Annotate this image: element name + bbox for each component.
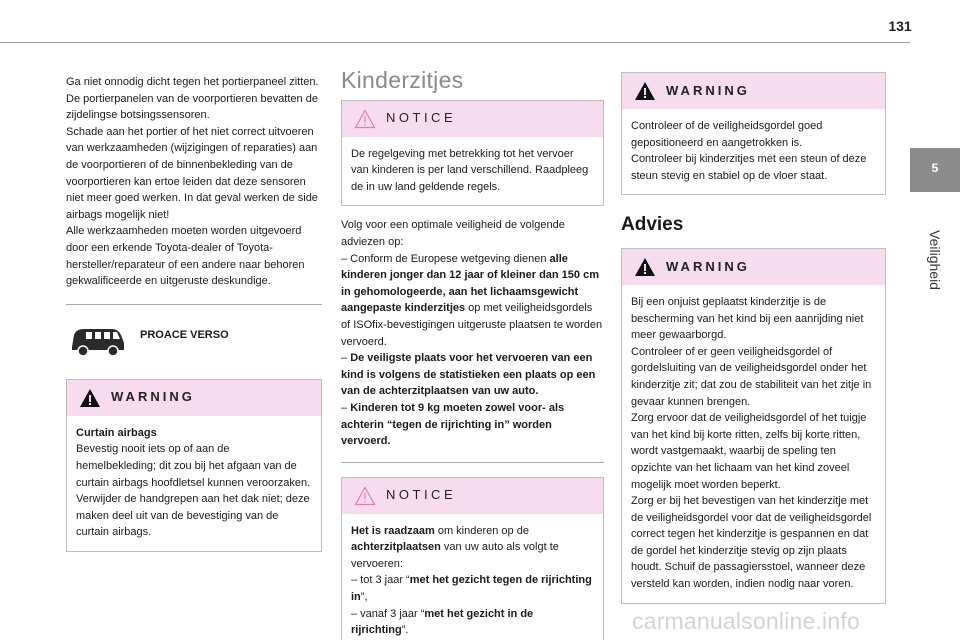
page-number: 131 bbox=[888, 18, 912, 34]
notice-header bbox=[342, 101, 603, 137]
safety-advice bbox=[341, 217, 604, 462]
notice-triangle-icon bbox=[354, 486, 376, 506]
warning-box-curtain bbox=[66, 379, 322, 552]
notice-triangle-icon bbox=[354, 109, 376, 129]
warning-text-3: Controleer of de veiligheidsgordel goed gepositioneerd en aangetrokken is. Controleer bij kinderzitjes met een steun of deze steun stevig en stabiel op de vloer staat. bbox=[631, 120, 867, 182]
notice-2-intro bbox=[351, 523, 593, 573]
warning-header-4 bbox=[622, 249, 885, 285]
warning-text-4: Bij een onjuist geplaatst kinderzitje is de bescherming van het kind bij een aanrijding niet meer gewaarborgd. Controleer of er geen veiligheidsgordel of gordelsluiting van de veiligheidsgordel onder het kinderzitje zit; dat zou de stabiliteit van het zitje in gevaar kunnen brengen. Zorg ervoor dat de veiligheidsgordel of het tuigje van het kind bij korte ritten, zelfs bij korte ritten, wordt vastgemaakt, waarbij de speling ten opzichte van het lichaam van het kind zoveel mogelijk moet worden beperkt. Zorg er bij het bevestigen van het kinderzitje met de veiligheidsgordel voor dat de veiligheidsgordel correct tegen het kinderzitje is gespannen en dat de gordel het kinderzitje stevig op zijn plaats houdt. Schuif de passagiersstoel, wanneer deze versteld kan worden, indien nodig naar voren. bbox=[631, 295, 872, 591]
model-name: PROACE VERSO bbox=[140, 328, 229, 341]
advice-item-1-prefix: – Conform de Europese wetgeving dienen bbox=[341, 252, 550, 265]
advice-item-2-bold: De veiligste plaats voor het vervoeren van een kind is volgens de statistieken een plaats op een van de achterzitplaatsen van uw auto. bbox=[341, 352, 596, 398]
notice-box-regulations bbox=[341, 100, 604, 207]
warning-text: Bevestig nooit iets op of aan de hemelbekleding; dit zou bij het afgaan van de curtain airbags hoofdletsel kunnen veroorzaken. Verwijder de handgrepen aan het dak niet; deze maken deel uit van de bevestiging van de curtain airbags. bbox=[76, 443, 311, 539]
advice-item-2-prefix: – bbox=[341, 352, 351, 365]
notice-2-item-1-bold: met het gezicht tegen de rijrichting in bbox=[351, 574, 592, 604]
column-2 bbox=[341, 67, 604, 640]
warning-box-seatbelt bbox=[621, 72, 886, 195]
watermark: carmanualsonline.info bbox=[632, 608, 860, 634]
section-heading-advies: Advies bbox=[621, 214, 684, 236]
header-rule bbox=[0, 42, 910, 43]
notice-2-item-1-suffix: ”, bbox=[360, 591, 368, 604]
warning-body bbox=[67, 416, 321, 551]
advice-item-3 bbox=[341, 400, 604, 450]
notice-header-2 bbox=[342, 478, 603, 514]
advice-item-1 bbox=[341, 251, 604, 351]
chapter-number: 5 bbox=[931, 161, 939, 175]
notice-2-item-2-bold: met het gezicht in de rijrichting bbox=[351, 607, 534, 637]
advice-item-3-prefix: – bbox=[341, 401, 351, 414]
notice-body-2 bbox=[342, 514, 603, 640]
model-row bbox=[66, 323, 322, 359]
notice-2-bold-2: achterzitplaatsen bbox=[351, 541, 441, 554]
chapter-label: Veiligheid bbox=[927, 230, 943, 290]
warning-triangle-icon bbox=[79, 388, 101, 408]
notice-2-text-2: van uw auto als volgt te vervoeren: bbox=[351, 541, 559, 570]
notice-2-item-2-suffix: ”. bbox=[401, 624, 409, 637]
notice-2-item-2-prefix: – vanaf 3 jaar “ bbox=[351, 607, 425, 620]
warning-header-3 bbox=[622, 73, 885, 109]
column-1 bbox=[66, 74, 322, 552]
warning-triangle-icon bbox=[634, 257, 656, 277]
advice-item-1-suffix: op met veiligheidsgordels of ISOfix-bevestigingen uitgeruste plaatsen te worden vervoerd. bbox=[341, 302, 603, 348]
advice-item-1-bold: alle kinderen jonger dan 12 jaar of kleiner dan 150 cm in gehomologeerde, aan het lichaamsgewicht aangepaste kinderzitjes bbox=[341, 252, 599, 315]
section-heading-kinderzitjes: Kinderzitjes bbox=[341, 67, 464, 93]
notice-2-item-2 bbox=[351, 606, 593, 639]
warning-heading: Curtain airbags bbox=[76, 426, 157, 439]
warning-title-3: WARNING bbox=[666, 82, 750, 98]
warning-box-advice bbox=[621, 248, 886, 604]
notice-2-text-1: om kinderen op de bbox=[434, 524, 529, 537]
notice-2-item-1 bbox=[351, 572, 593, 605]
notice-text: De regelgeving met betrekking tot het vervoer van kinderen is per land verschillend. Raadpleeg de in uw land geldende regels. bbox=[351, 147, 589, 193]
warning-triangle-icon bbox=[634, 81, 656, 101]
notice-2-bold-1: Het is raadzaam bbox=[351, 524, 435, 537]
van-icon bbox=[68, 323, 126, 359]
notice-title: NOTICE bbox=[386, 110, 457, 126]
notice-2-item-1-prefix: – tot 3 jaar “ bbox=[351, 574, 410, 587]
advice-item-2 bbox=[341, 350, 604, 400]
advice-intro: Volg voor een optimale veiligheid de volgende adviezen op: bbox=[341, 219, 565, 248]
side-airbag-text: Ga niet onnodig dicht tegen het portierpaneel zitten. De portierpanelen van de voorportieren bevatten de zijdelingse botsingssensoren. Schade aan het portier of het niet correct uitvoeren van werkzaamheden (wijzigingen of reparaties) aan de voorportieren of de binnenbekleding van de voorportieren kan ertoe leiden dat deze sensoren niet meer goed werken. In dat geval werken de side airbags mogelijk niet! Alle werkzaamheden moeten worden uitgevoerd door een erkende Toyota-dealer of Toyota-hersteller/reparateur of een andere naar behoren gekwalificeerde en uitgeruste deskundige. bbox=[66, 76, 319, 288]
warning-title: WARNING bbox=[111, 389, 195, 405]
notice-title-2: NOTICE bbox=[386, 487, 457, 503]
notice-box-seating bbox=[341, 477, 604, 640]
advice-item-3-bold: Kinderen tot 9 kg moeten zowel voor- als achterin “tegen de rijrichting in” worden vervoerd. bbox=[341, 401, 565, 448]
warning-title-4: WARNING bbox=[666, 258, 750, 274]
warning-header bbox=[67, 380, 321, 416]
column-3 bbox=[621, 72, 886, 604]
chapter-tab[interactable] bbox=[910, 148, 960, 192]
